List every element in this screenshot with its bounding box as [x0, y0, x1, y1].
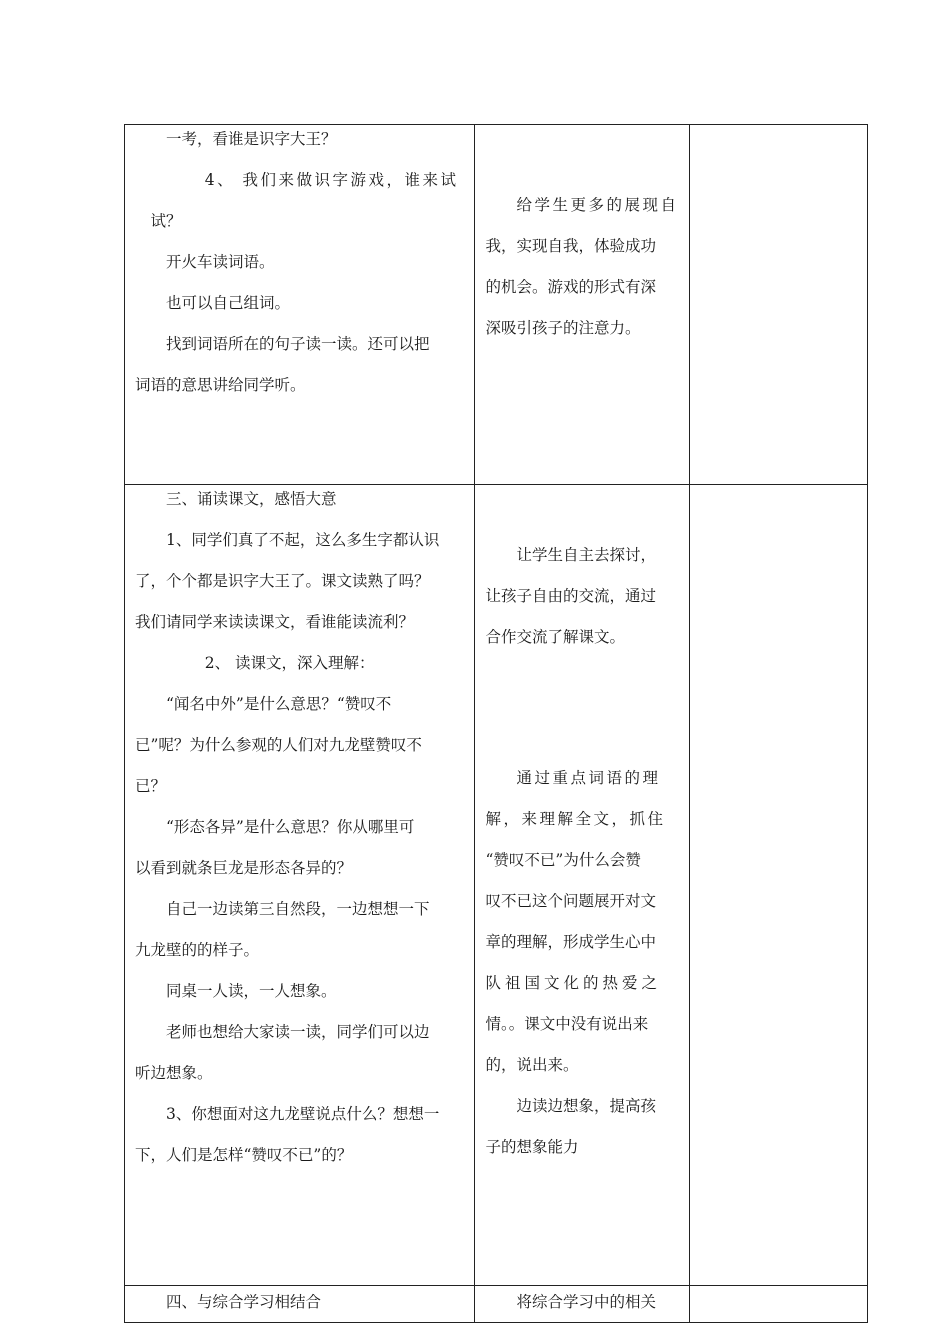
- text-line: 的机会。游戏的形式有深: [485, 278, 656, 296]
- text-line: 给学生更多的展现自: [516, 196, 679, 214]
- text-line: 通过重点词语的理: [516, 769, 661, 787]
- text-line: 解，来理解全文，抓住: [485, 810, 666, 828]
- text-line: 章的理解，形成学生心中: [485, 933, 656, 951]
- text-line: 开火车读词语。: [166, 253, 275, 271]
- text-line: 情。。课文中没有说出来: [485, 1015, 649, 1033]
- text-line: 合作交流了解课文。: [485, 628, 625, 646]
- text-line: 的，说出来。: [485, 1056, 579, 1074]
- text-line: 老师也想给大家读一读，同学们可以边: [166, 1023, 430, 1041]
- text-line: 深吸引孩子的注意力。: [485, 319, 641, 337]
- text-line: 找到词语所在的句子读一读。还可以把: [166, 335, 430, 353]
- text-line: 已？: [135, 777, 167, 795]
- text-line: 1、同学们真了不起，这么多生字都认识: [166, 531, 440, 549]
- text-line: 我，实现自我，体验成功: [485, 237, 656, 255]
- blank-cell: [689, 125, 867, 485]
- intent-cell: [475, 485, 689, 1286]
- text-line: 一考，看谁是识字大王？: [166, 130, 337, 148]
- text-line: 让学生自主去探讨，: [516, 546, 656, 564]
- text-line: 自己一边读第三自然段，一边想想一下: [166, 900, 430, 918]
- table-row: [125, 485, 868, 1286]
- text-line: 以看到就条巨龙是形态各异的？: [135, 859, 353, 877]
- text-line: 试？: [150, 212, 182, 230]
- text-line: 也可以自己组词。: [166, 294, 291, 312]
- table-row: [125, 125, 868, 485]
- text-line: 让孩子自由的交流，通过: [485, 587, 656, 605]
- text-line: 叹不已这个问题展开对文: [485, 892, 656, 910]
- text-line: 听边想象。: [135, 1064, 213, 1082]
- text-line: 词语的意思讲给同学听。: [135, 376, 306, 394]
- text-line: 4、 我们来做识字游戏，谁来试: [204, 171, 459, 189]
- lesson-plan-table: [124, 124, 868, 1323]
- text-line: 将综合学习中的相关: [516, 1293, 656, 1311]
- text-line: 下，人们是怎样“赞叹不已”的？: [135, 1146, 353, 1164]
- text-line: 三、诵读课文，感悟大意: [166, 490, 337, 508]
- activity-cell: [125, 125, 475, 485]
- table-row: [125, 1286, 868, 1323]
- text-line: 队祖国文化的热爱之: [485, 974, 661, 992]
- activity-cell: [125, 1286, 475, 1323]
- activity-cell: [125, 485, 475, 1286]
- blank-cell: [689, 485, 867, 1286]
- intent-cell: [475, 1286, 689, 1323]
- text-line: 3、你想面对这九龙壁说点什么？想想一: [166, 1105, 440, 1123]
- text-line: 九龙壁的的样子。: [135, 941, 260, 959]
- text-line: 2、 读课文，深入理解：: [204, 654, 375, 672]
- text-line: 子的想象能力: [485, 1138, 579, 1156]
- text-line: 边读边想象，提高孩: [516, 1097, 656, 1115]
- text-line: “闻名中外”是什么意思？“赞叹不: [166, 695, 392, 713]
- text-line: 了，个个都是识字大王了。课文读熟了吗？: [135, 572, 430, 590]
- text-line: 同桌一人读，一人想象。: [166, 982, 337, 1000]
- text-line: “形态各异”是什么意思？你从哪里可: [166, 818, 415, 836]
- blank-cell: [689, 1286, 867, 1323]
- text-line: 四、与综合学习相结合: [166, 1293, 322, 1311]
- text-line: 已”呢？为什么参观的人们对九龙壁赞叹不: [135, 736, 422, 754]
- intent-cell: [475, 125, 689, 485]
- text-line: “赞叹不已”为什么会赞: [485, 851, 641, 869]
- text-line: 我们请同学来读读课文，看谁能读流利？: [135, 613, 415, 631]
